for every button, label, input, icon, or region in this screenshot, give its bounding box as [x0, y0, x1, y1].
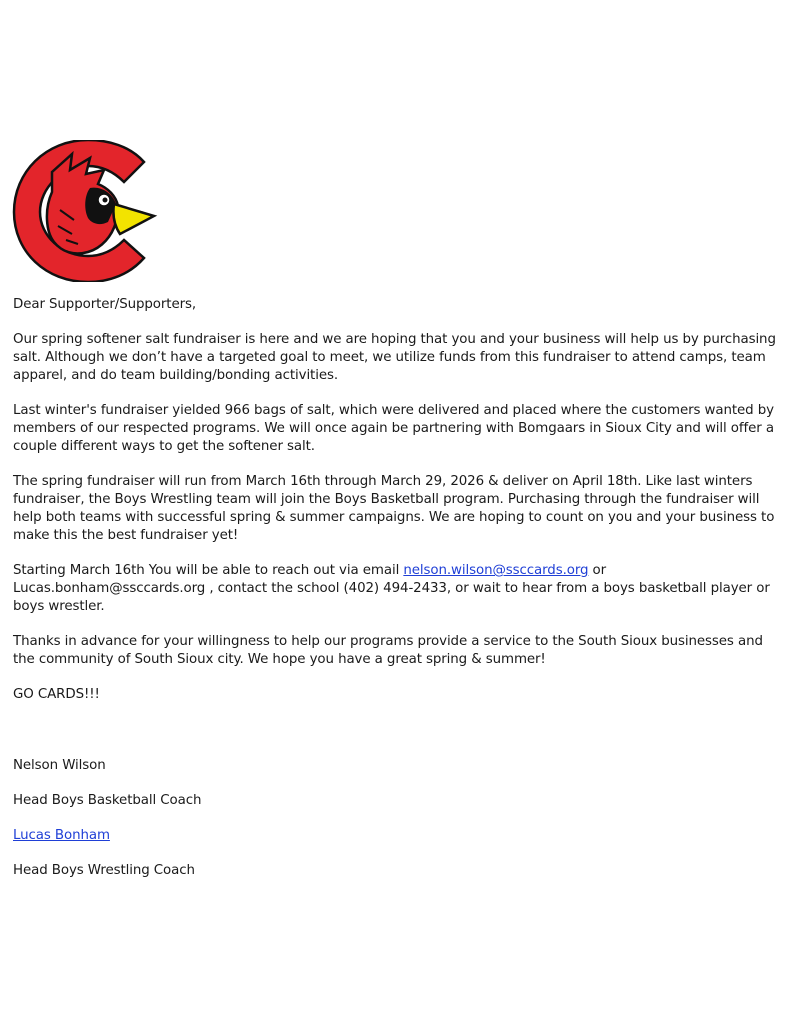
paragraph-intro: Our spring softener salt fundraiser is here and we are hoping that you and your business will help us by purchasing salt. Although we don’t have a targeted goal to meet, we utilize funds from this fundraiser to attend camps, team apparel, and do team building/bonding activities.	[13, 332, 776, 383]
greeting: Dear Supporter/Supporters,	[13, 297, 197, 312]
paragraph-schedule: The spring fundraiser will run from March 16th through March 29, 2026 & deliver on April 18th. Like last winters fundraiser, the Boys Wrestling team will join the Boys Basketball program. Purchasing through the fundraiser will help both teams with successful spring & summer campaigns. We are hoping to count on you and your business to make this the best fundraiser yet!	[13, 474, 775, 543]
signer2-name-link[interactable]: Lucas Bonham	[13, 828, 110, 843]
contact-text-end: or Lucas.bonham@ssccards.org , contact the school (402) 494-2433, or wait to hear from a boys basketball player or boys wrestler.	[13, 563, 770, 614]
signer2-title: Head Boys Wrestling Coach	[13, 863, 195, 878]
closing-cheer: GO CARDS!!!	[13, 687, 100, 702]
signer2-name	[13, 827, 778, 845]
email-link[interactable]: nelson.wilson@ssccards.org	[403, 563, 589, 578]
paragraph-last-winter: Last winter's fundraiser yielded 966 bags of salt, which were delivered and placed where the customers wanted by members of our respected programs. We will once again be partnering with Bomgaars in Sioux City and will offer a couple different ways to get the softener salt.	[13, 403, 774, 454]
paragraph-contact	[13, 562, 778, 616]
cardinal-logo-icon	[12, 140, 160, 282]
paragraph-thanks: Thanks in advance for your willingness to help our programs provide a service to the South Sioux businesses and the community of South Sioux city. We hope you have a great spring & summer!	[13, 634, 763, 667]
signer1-title: Head Boys Basketball Coach	[13, 793, 202, 808]
letter-body	[13, 296, 778, 897]
signer1-name: Nelson Wilson	[13, 758, 106, 773]
contact-text-start: Starting March 16th You will be able to reach out via email	[13, 563, 404, 578]
